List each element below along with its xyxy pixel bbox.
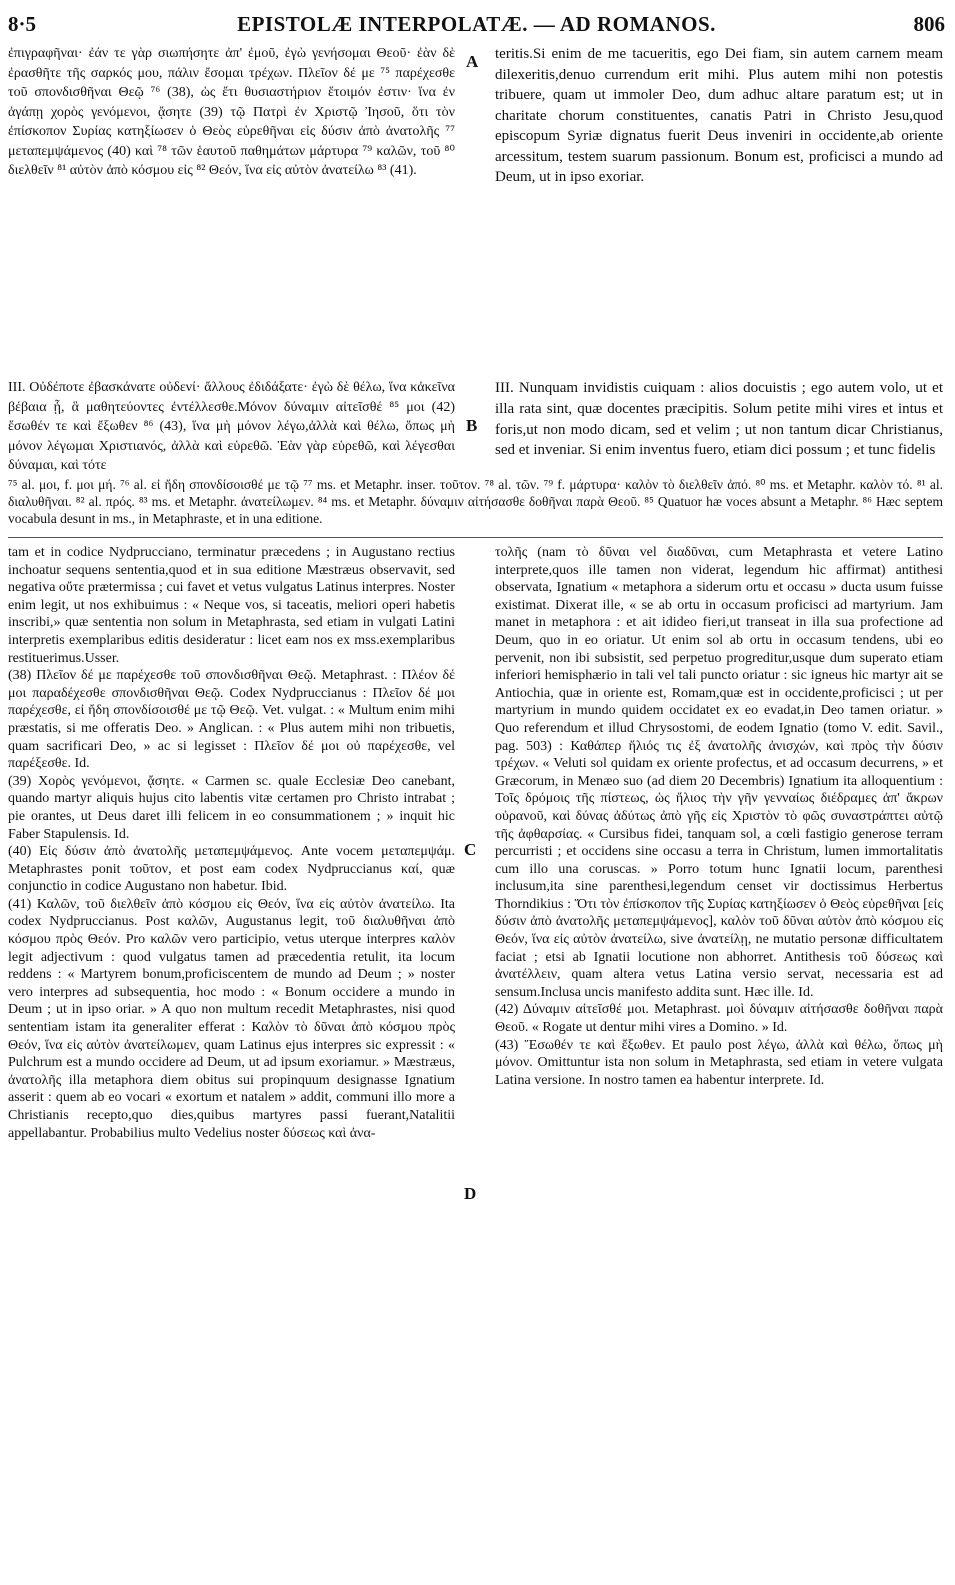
latin-text-top bbox=[495, 44, 943, 188]
page-number-left: 8·5 bbox=[8, 12, 37, 36]
note: tam et in codice Nydprucciano, terminatur præcedens ; in Augustano rectius inchoatur sequens sententia,quod et in sua editione Mæstræus observavit, sed negativa οὔτε prætermissa ; cui favet et vetus vulgatus Latinus interpres. Noster enim legit, ut nos exhibuimus : « Neque vos, si taceatis, meliori operi habetis inscribi,» quæ sententia non solum in Metaphrasta, sed etiam in vulgati Latini interpretis exemplaribus editis desideratur : licet eam nos ex mss.exemplaribus restituerimus.Usser. bbox=[8, 545, 455, 666]
note: (43) Ἔσωθέν τε καὶ ἔξωθεν. Et paulo post λέγω, ἀλλὰ καὶ θέλω, ὅπως μὴ μόνον. Omittuntur ista non solum in Metaphrasta, sed etiam in vetere vulgata Latina versione. In nostro tamen ea habentur interprete. Id. bbox=[495, 1037, 943, 1088]
greek-paragraph-3: III. Οὐδέποτε ἐβασκάνατε οὐδενί· ἄλλους ἐδιδάξατε· ἐγὼ δὲ θέλω, ἵνα κἀκεῖνα βέβαια ᾖ, ἃ μαθητεύοντες ἐντέλλεσθε.Μόνον δύναμιν αἰτεῖσθέ ⁸⁵ μοι (42) ἔσωθέν τε καὶ ἔξωθεν ⁸⁶ (43), ἵνα μὴ μόνον λέγω,ἀλλὰ καὶ θέλω, ὅπως μὴ μόνον λέγωμαι Χριστιανός, ἀλλὰ καὶ εὑρεθῶ. Ἐὰν γὰρ εὑρεθῶ, καὶ λέγεσθαι δύναμαι, καὶ τότε bbox=[8, 380, 455, 473]
greek-paragraph: ἐπιγραφῆναι· ἐάν τε γὰρ σιωπήσητε ἀπ' ἐμοῦ, ἐγὼ γενήσομαι Θεοῦ· ἐὰν δὲ ἐρασθῆτε τῆς σαρκός μου, πάλιν ἔσομαι τρέχων. Πλεῖον δέ με ⁷⁵ παρέχεσθε τοῦ σπονδισθῆναι Θεῷ ⁷⁶ (38), ὡς ἔτι θυσιαστήριον ἕτοιμόν ἐστιν· ἵνα ἐν ἀγάπῃ χορὸς γενόμενοι, ᾄσητε (39) τῷ Πατρὶ ἐν Χριστῷ Ἰησοῦ, ὅτι τὸν ἐπίσκοπον Συρίας κατηξίωσεν ὁ Θεὸς εὑρεθῆναι εἰς δύσιν ἀπὸ ἀνατολῆς ⁷⁷ μεταπεμψάμενος (40) καὶ ⁷⁸ τῶν ἑαυτοῦ παθημάτων μάρτυρα ⁷⁹ καλῶν, τοῦ ⁸⁰ διελθεῖν ⁸¹ αὐτὸν ἀπὸ κόσμου εἰς ⁸² Θεόν, ἵνα εἰς αὐτὸν ἀνατείλω ⁸³ (41). bbox=[8, 46, 455, 178]
latin-paragraph-3: III. Nunquam invidistis cuiquam : alios docuistis ; ego autem volo, ut et illa rata sint, quæ docentes præcipitis. Solum petite mihi vires et intus et foris,ut non modo dicam, sed et velim ; ut non tantum dicar Christianus, sed et inveniar. Si enim inventus fuero, etiam dici possum ; et tunc fidelis bbox=[495, 380, 943, 459]
margin-mark-c: C bbox=[464, 840, 477, 859]
note: (38) Πλεῖον δέ με παρέχεσθε τοῦ σπονδισθῆναι Θεῷ. Metaphrast. : Πλέον δέ μοι παραδέχεσθε σπονδισθῆναι Θεῷ. Codex Nydpruccianus : Πλεῖον δέ μοι παρέχεσθε, εἰ ἤδη σπονδίσοισθέ με τῷ Θεῷ. Vet. vulgat. : « Multum enim mihi præstatis, si me offeratis Deo. » Anglican. : « Plus autem mihi non tribuetis, quam sacrificari Deo, » ac si legisset : Πλεῖον δέ μοι οὐ παρέχεσθε, vel παρέξεσθε. Id. bbox=[8, 668, 455, 772]
page-header bbox=[8, 12, 945, 40]
latin-paragraph: teritis.Si enim de me tacueritis, ego Dei fiam, sin autem carnem meam dilexeritis,denuo currendum erit mihi. Plus autem mihi non potestis tribuere, quam ut immoler Deo, dum adhuc altare paratum est; ut in charitate chorum constituentes, canatis Patri in Christo Jesu,quod episcopum Syriæ dignatus fuerit Deus inveniri in occidente,ab oriente arcessitum, testem suarum passionum. Bonum est, proficisci a mundo ad Deum, ut in ipso exoriar. bbox=[495, 46, 943, 185]
note: (41) Καλῶν, τοῦ διελθεῖν ἀπὸ κόσμου εἰς Θεόν, ἵνα εἰς αὐτὸν ἀνατείλω. Ita codex Nydpruccianus. Post καλῶν, Augustanus legit, τοῦ διαλυθῆναι ἀπὸ κόσμου πρὸς Θεόν. Pro καλῶν vero participio, vetus uterque interpres καλὸν legit adjectivum : quod vulgatus tamen ad præcedentia retulit, ita locum reddens : « Martyrem bonum,proficiscentem de mundo ad Deum ; » noster vero interpres ad subsequentia, hoc modo : « Bonum occidere a mundo in Deum ; ut in ipso oriar. » A quo non multum recedit Metaphrastes, nisi quod sententiam istam ita generaliter efferat : Καλὸν τὸ δῦναι ἀπὸ κόσμου πρὸς Θεόν, ἵνα εἰς αὐτὸν ἀνατείλωμεν, quam Latinus ejus interpres sic expressit : « Pulchrum est a mundo occidere ad Deum, ut ad ipsum exoriamur. » Mæstræus, ἀνατολῆς illa metaphora diem obitus sui propinquum designasse Ignatium asserit : quem ab eo vocari « exortum et natalem » addit, communi illo more a Christianis recepto,quo dies,quibus martyres passi fuerant,Natalitii appellabantur. Probabilius multo Vedelius noster δύσεως καὶ ἀνα- bbox=[8, 896, 455, 1141]
notes-left-column bbox=[8, 544, 455, 1142]
note: (39) Χορὸς γενόμενοι, ᾄσητε. « Carmen sc. quale Ecclesiæ Deo canebant, quando martyr aliquis hujus cito labentis vitæ certamen pro Christo intrabat ; pie orantes, ut Deus daret illi felicem in eo consummationem ; » inquit hic Faber Stapulensis. Id. bbox=[8, 773, 455, 842]
latin-text-section-3 bbox=[495, 378, 943, 461]
margin-mark-a: A bbox=[466, 52, 479, 71]
greek-text-section-3 bbox=[8, 378, 455, 476]
notes-right-column bbox=[495, 544, 943, 1089]
running-title: EPISTOLÆ INTERPOLATÆ. — AD ROMANOS. bbox=[237, 12, 716, 36]
note: τολῆς (nam τὸ δῦναι vel διαδῦναι, cum Metaphrasta et vetere Latino interprete,quos ille tamen non viderat, legendum hic affirmat) antithesi observata, Ignatium « metaphora a siderum ortu et occasu » ducta usum fuisse existimat. Dixerat ille, « se ab ortu in occasum proficisci ad martyrium. Jam manet in metaphora : et ait idideo fieri,ut transeat in illa sua profectione ad Deum, quo in eo oriatur. Ut enim sol ab ortu in occasum tendens, ubi eo pervenit, non ibi subsistit, sed perpetuo progreditur,usque dum superato etiam inferiori hemisphærio in tali vel tali puncto oriatur : sic igneus hic martyr ait se Antiochia, quæ in oriente est, Romam,quæ est in occidente,proficisci ; ut per martyrium in mundo quidem occidatet ex eo evadat,in Deo tamen oriatur. » Quo referendum et illud Chrysostomi, de eodem Ignatio (tomo V. edit. Savil., pag. 503) : Καθάπερ ἥλιός τις ἐξ ἀνατολῆς ἀνισχών, καὶ πρὸς τὴν δύσιν τρέχων. « Veluti sol quidam ex oriente profectus, et ad occasum decurrens, » et Græcorum, in Menæo suo (ad diem 20 Decembris) Ignatium ita alloquentium : Τοῖς δρόμοις τῆς πίστεως, ὡς ἥλιος τὴν γῆν γενναίως διέδραμες ἀπ' ἄκρων οὐρανοῦ, καὶ δύνας ἀδύτως ἀπὸ γῆς εἰς Χριστὸν τὸ φῶς συναστράπτει αὐτῷ τῆς ἀφθαρσίας. « Cursibus fidei, tanquam sol, a cœli fastigio generose terram percurristi ; et occidens sine occasu a terra in Christum, lumen immortalitatis cum illo una coruscas. » Porro totum hunc Ignatii locum, parenthesi inclusum,ita sine parenthesi,legendum censet vir doctissimus Herbertus Thorndikius : Ὅτι τὸν ἐπίσκοπον τῆς Συρίας κατηξίωσεν ὁ Θεὸς εὑρεθῆναι [εἰς δύσιν ἀπὸ ἀνατολῆς μεταπεμψάμενος], καλὸν τοῦ δῦναι αὐτὸν ἀπὸ κόσμου εἰς Θεόν, ἵνα εἰς αὐτὸν ἀνατείλω, sive ἀνατείλῃ, ne mutatio personæ difficultatem faciat ; etsi ab Ignatii locutione non abhorret. Antithesis τοῦ δύσεως καὶ ἀνατέλλειν, quam altera vetus Latina versio servat, necessaria est ad sensum.Inclusa uncis manifesto addita sunt. Hæc ille. Id. bbox=[495, 545, 943, 1000]
divider bbox=[8, 537, 943, 538]
page-number-right: 806 bbox=[913, 12, 945, 36]
note: (42) Δύναμιν αἰτεῖσθέ μοι. Metaphrast. μοὶ δύναμιν αἰτήσασθε δοθῆναι παρὰ Θεοῦ. « Rogate ut dentur mihi vires a Domino. » Id. bbox=[495, 1002, 943, 1036]
margin-mark-d: D bbox=[464, 1184, 477, 1203]
footnotes-text: ⁷⁵ al. μοι, f. μοι μή. ⁷⁶ al. εἰ ἤδη σπονδίσοισθέ με τῷ ⁷⁷ ms. et Metaphr. inser. τοῦτον. ⁷⁸ al. τῶν. ⁷⁹ f. μάρτυρα· καλὸν τὸ διελθεῖν ἀπό. ⁸⁰ ms. et Metaphr. καλὸν τό. ⁸¹ al. διαλυθῆναι. ⁸² al. πρός. ⁸³ ms. et Metaphr. ἀνατείλωμεν. ⁸⁴ ms. et Metaphr. δύναμιν αἰτήσασθε δοθῆναι παρὰ Θεοῦ. ⁸⁵ Quatuor hæ voces absunt a Metaphr. ⁸⁶ Hæc septem vocabula desunt in ms., in Metaphraste, et in una editione. bbox=[8, 476, 943, 526]
margin-mark-b: B bbox=[466, 416, 478, 435]
greek-text-top bbox=[8, 44, 455, 181]
footnotes bbox=[8, 462, 943, 540]
note: (40) Εἰς δύσιν ἀπὸ ἀνατολῆς μεταπεμψάμενος. Ante vocem μεταπεμψάμ. Metaphrastes ponit τοῦτον, et post eam codex Nydpruccianus καί, quæ conjunctio in codice Augustano non habetur. Ibid. bbox=[8, 844, 455, 895]
